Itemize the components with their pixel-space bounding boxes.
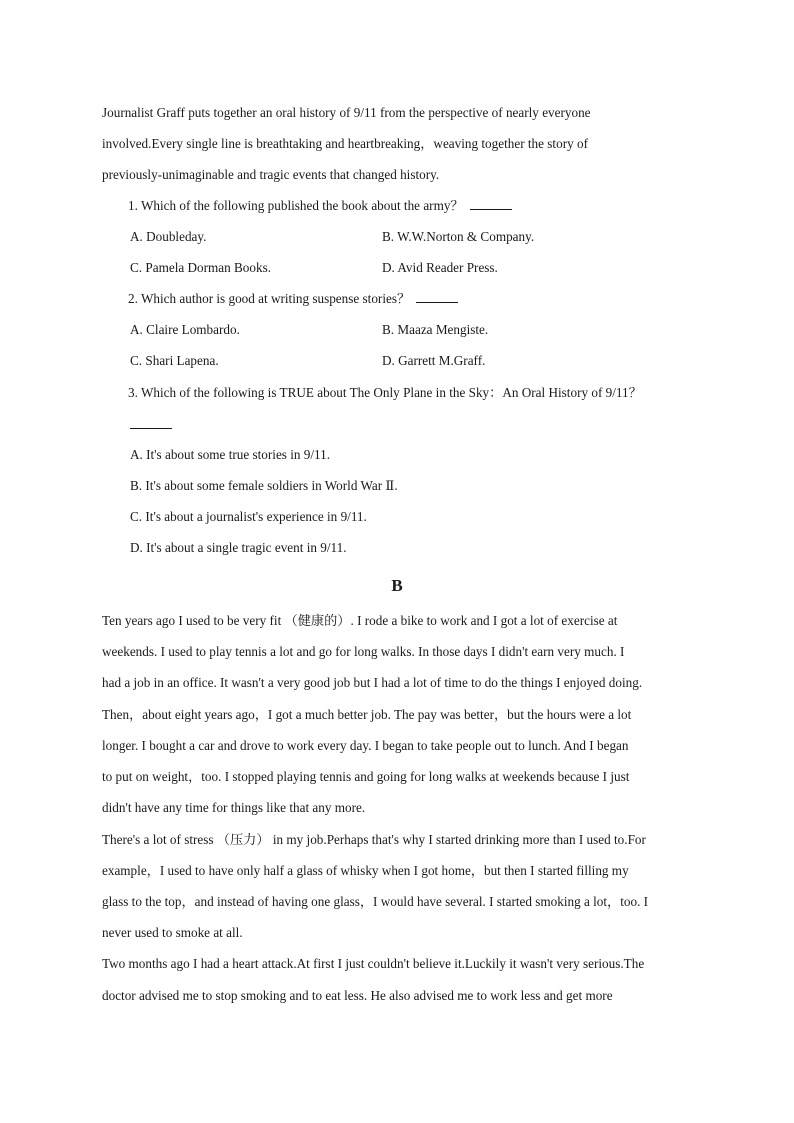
passage-b-line: weekends. I used to play tennis a lot and go for long walks. In those days I didn't earn very much. I xyxy=(102,644,625,659)
question-2-stem: 2. Which author is good at writing suspense stories？ xyxy=(128,291,411,306)
option-3b: B. It's about some female soldiers in World War Ⅱ. xyxy=(130,478,398,493)
passage-a-line: previously-unimaginable and tragic events that changed history. xyxy=(102,167,440,182)
option-1a: A. Doubleday. xyxy=(130,229,207,244)
passage-b-line: Then，about eight years ago，I got a much better job. The pay was better，but the hours were a lot xyxy=(102,707,632,722)
answer-blank[interactable] xyxy=(470,197,512,210)
passage-b-line: There's a lot of stress （压力） in my job.Perhaps that's why I started drinking more than I used to.For xyxy=(102,832,646,847)
passage-b-line: doctor advised me to stop smoking and to eat less. He also advised me to work less and get more xyxy=(102,988,613,1003)
question-1-stem: 1. Which of the following published the book about the army？ xyxy=(128,198,464,213)
passage-b-line: example，I used to have only half a glass of whisky when I got home，but then I started filling my xyxy=(102,863,629,878)
question-3-stem: 3. Which of the following is TRUE about The Only Plane in the Sky：An Oral History of 9/11？ xyxy=(128,385,642,400)
question-1 xyxy=(128,197,512,215)
option-2b: B. Maaza Mengiste. xyxy=(382,322,489,337)
option-3c: C. It's about a journalist's experience in 9/11. xyxy=(130,509,367,524)
passage-a-line: involved.Every single line is breathtaking and heartbreaking，weaving together the story of xyxy=(102,136,588,151)
option-2a: A. Claire Lombardo. xyxy=(130,322,240,337)
passage-b-line: never used to smoke at all. xyxy=(102,925,243,940)
question-2 xyxy=(128,290,458,308)
passage-b-line: didn't have any time for things like that any more. xyxy=(102,800,366,815)
answer-blank[interactable] xyxy=(130,428,172,429)
passage-a-line: Journalist Graff puts together an oral history of 9/11 from the perspective of nearly everyone xyxy=(102,105,591,120)
answer-blank[interactable] xyxy=(416,290,458,303)
option-2c: C. Shari Lapena. xyxy=(130,353,219,368)
option-3a: A. It's about some true stories in 9/11. xyxy=(130,447,331,462)
option-1c: C. Pamela Dorman Books. xyxy=(130,260,272,275)
passage-b-line: to put on weight，too. I stopped playing tennis and going for long walks at weekends because I just xyxy=(102,769,630,784)
option-1b: B. W.W.Norton & Company. xyxy=(382,229,535,244)
option-1d: D. Avid Reader Press. xyxy=(382,260,498,275)
passage-b-line: glass to the top，and instead of having one glass，I would have several. I started smoking a lot，too. I xyxy=(102,894,649,909)
option-3d: D. It's about a single tragic event in 9/11. xyxy=(130,540,347,555)
passage-b-line: longer. I bought a car and drove to work every day. I began to take people out to lunch. And I began xyxy=(102,738,629,753)
passage-b-line: Ten years ago I used to be very fit （健康的）. I rode a bike to work and I got a lot of exercise at xyxy=(102,613,618,628)
passage-b-line: Two months ago I had a heart attack.At first I just couldn't believe it.Luckily it wasn't very serious.The xyxy=(102,956,645,971)
passage-b-line: had a job in an office. It wasn't a very good job but I had a lot of time to do the things I enjoyed doing. xyxy=(102,675,643,690)
option-2d: D. Garrett M.Graff. xyxy=(382,353,486,368)
section-heading: B xyxy=(391,576,403,595)
